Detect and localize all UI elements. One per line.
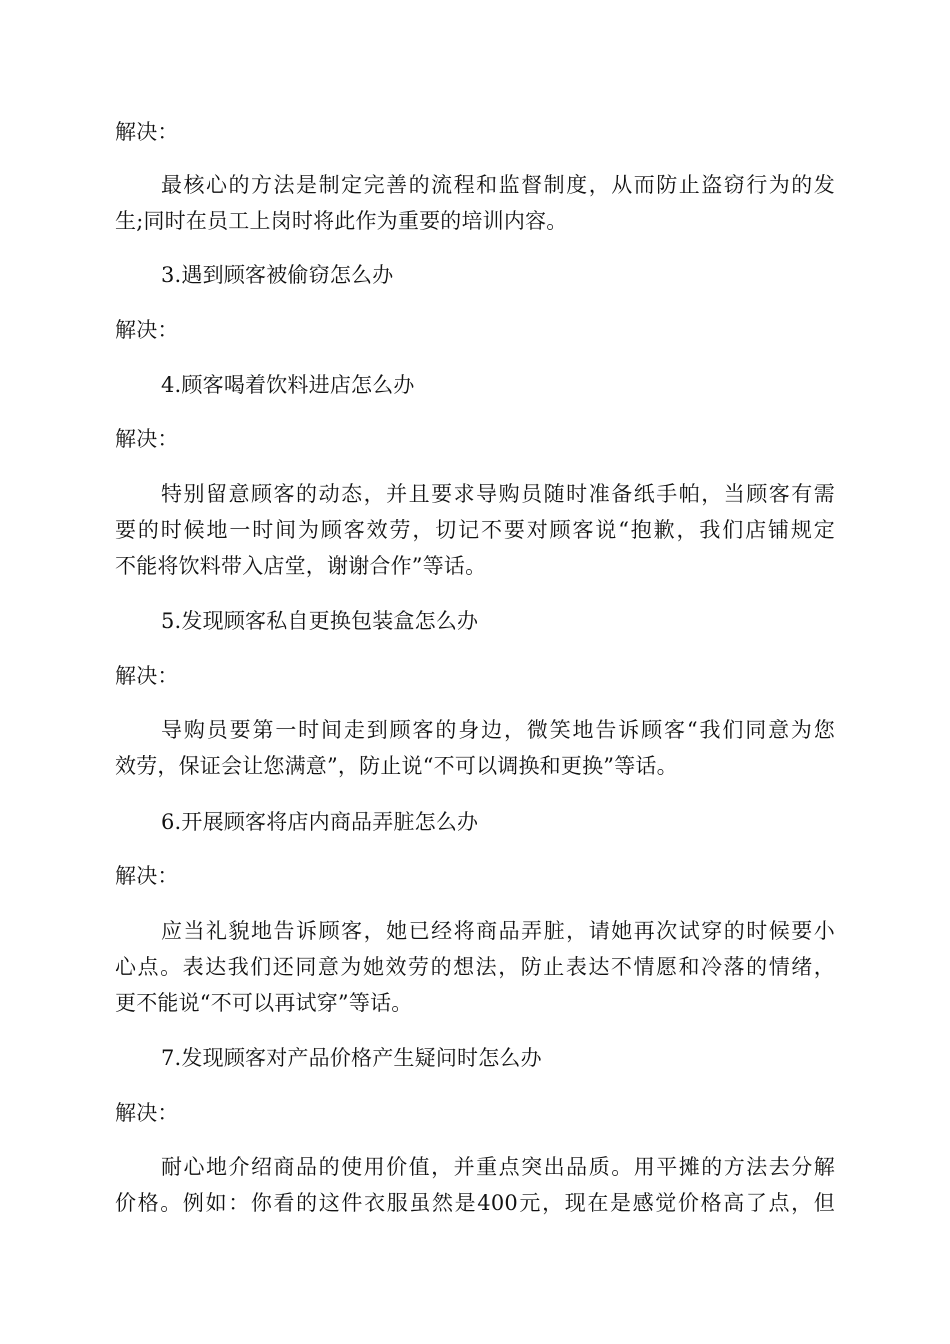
question-heading: 4.顾客喝着饮料进店怎么办 bbox=[161, 373, 415, 397]
question-heading: 3.遇到顾客被偷窃怎么办 bbox=[161, 263, 394, 287]
solution-label: 解决： bbox=[115, 318, 179, 342]
body-text-line: 特别留意顾客的动态，并且要求导购员随时准备纸手帕，当顾客有需 bbox=[161, 482, 835, 506]
body-text-line: 价格。例如：你看的这件衣服虽然是400元，现在是感觉价格高了点，但 bbox=[115, 1191, 835, 1215]
solution-label: 解决： bbox=[115, 864, 179, 888]
body-text-line: 导购员要第一时间走到顾客的身边，微笑地告诉顾客“我们同意为您 bbox=[161, 718, 835, 742]
solution-label: 解决： bbox=[115, 427, 179, 451]
solution-label: 解决： bbox=[115, 1101, 179, 1125]
body-text-line: 不能将饮料带入店堂，谢谢合作”等话。 bbox=[115, 554, 487, 578]
body-text-line: 心点。表达我们还同意为她效劳的想法，防止表达不情愿和冷落的情绪， bbox=[115, 955, 835, 979]
body-text-line: 要的时候地一时间为顾客效劳，切记不要对顾客说“抱歉，我们店铺规定 bbox=[115, 518, 835, 542]
body-text-line: 应当礼貌地告诉顾客，她已经将商品弄脏，请她再次试穿的时候要小 bbox=[161, 919, 835, 943]
body-text-line: 生;同时在员工上岗时将此作为重要的培训内容。 bbox=[115, 209, 568, 233]
body-text-line: 更不能说“不可以再试穿”等话。 bbox=[115, 991, 413, 1015]
question-heading: 6.开展顾客将店内商品弄脏怎么办 bbox=[161, 810, 479, 834]
body-text-line: 最核心的方法是制定完善的流程和监督制度，从而防止盗窃行为的发 bbox=[161, 173, 835, 197]
body-text-line: 耐心地介绍商品的使用价值，并重点突出品质。用平摊的方法去分解 bbox=[161, 1155, 835, 1179]
question-heading: 7.发现顾客对产品价格产生疑问时怎么办 bbox=[161, 1046, 542, 1070]
question-heading: 5.发现顾客私自更换包装盒怎么办 bbox=[161, 609, 479, 633]
solution-label: 解决： bbox=[115, 664, 179, 688]
body-text-line: 效劳，保证会让您满意”，防止说“不可以调换和更换”等话。 bbox=[115, 754, 678, 778]
solution-label: 解决： bbox=[115, 120, 179, 144]
